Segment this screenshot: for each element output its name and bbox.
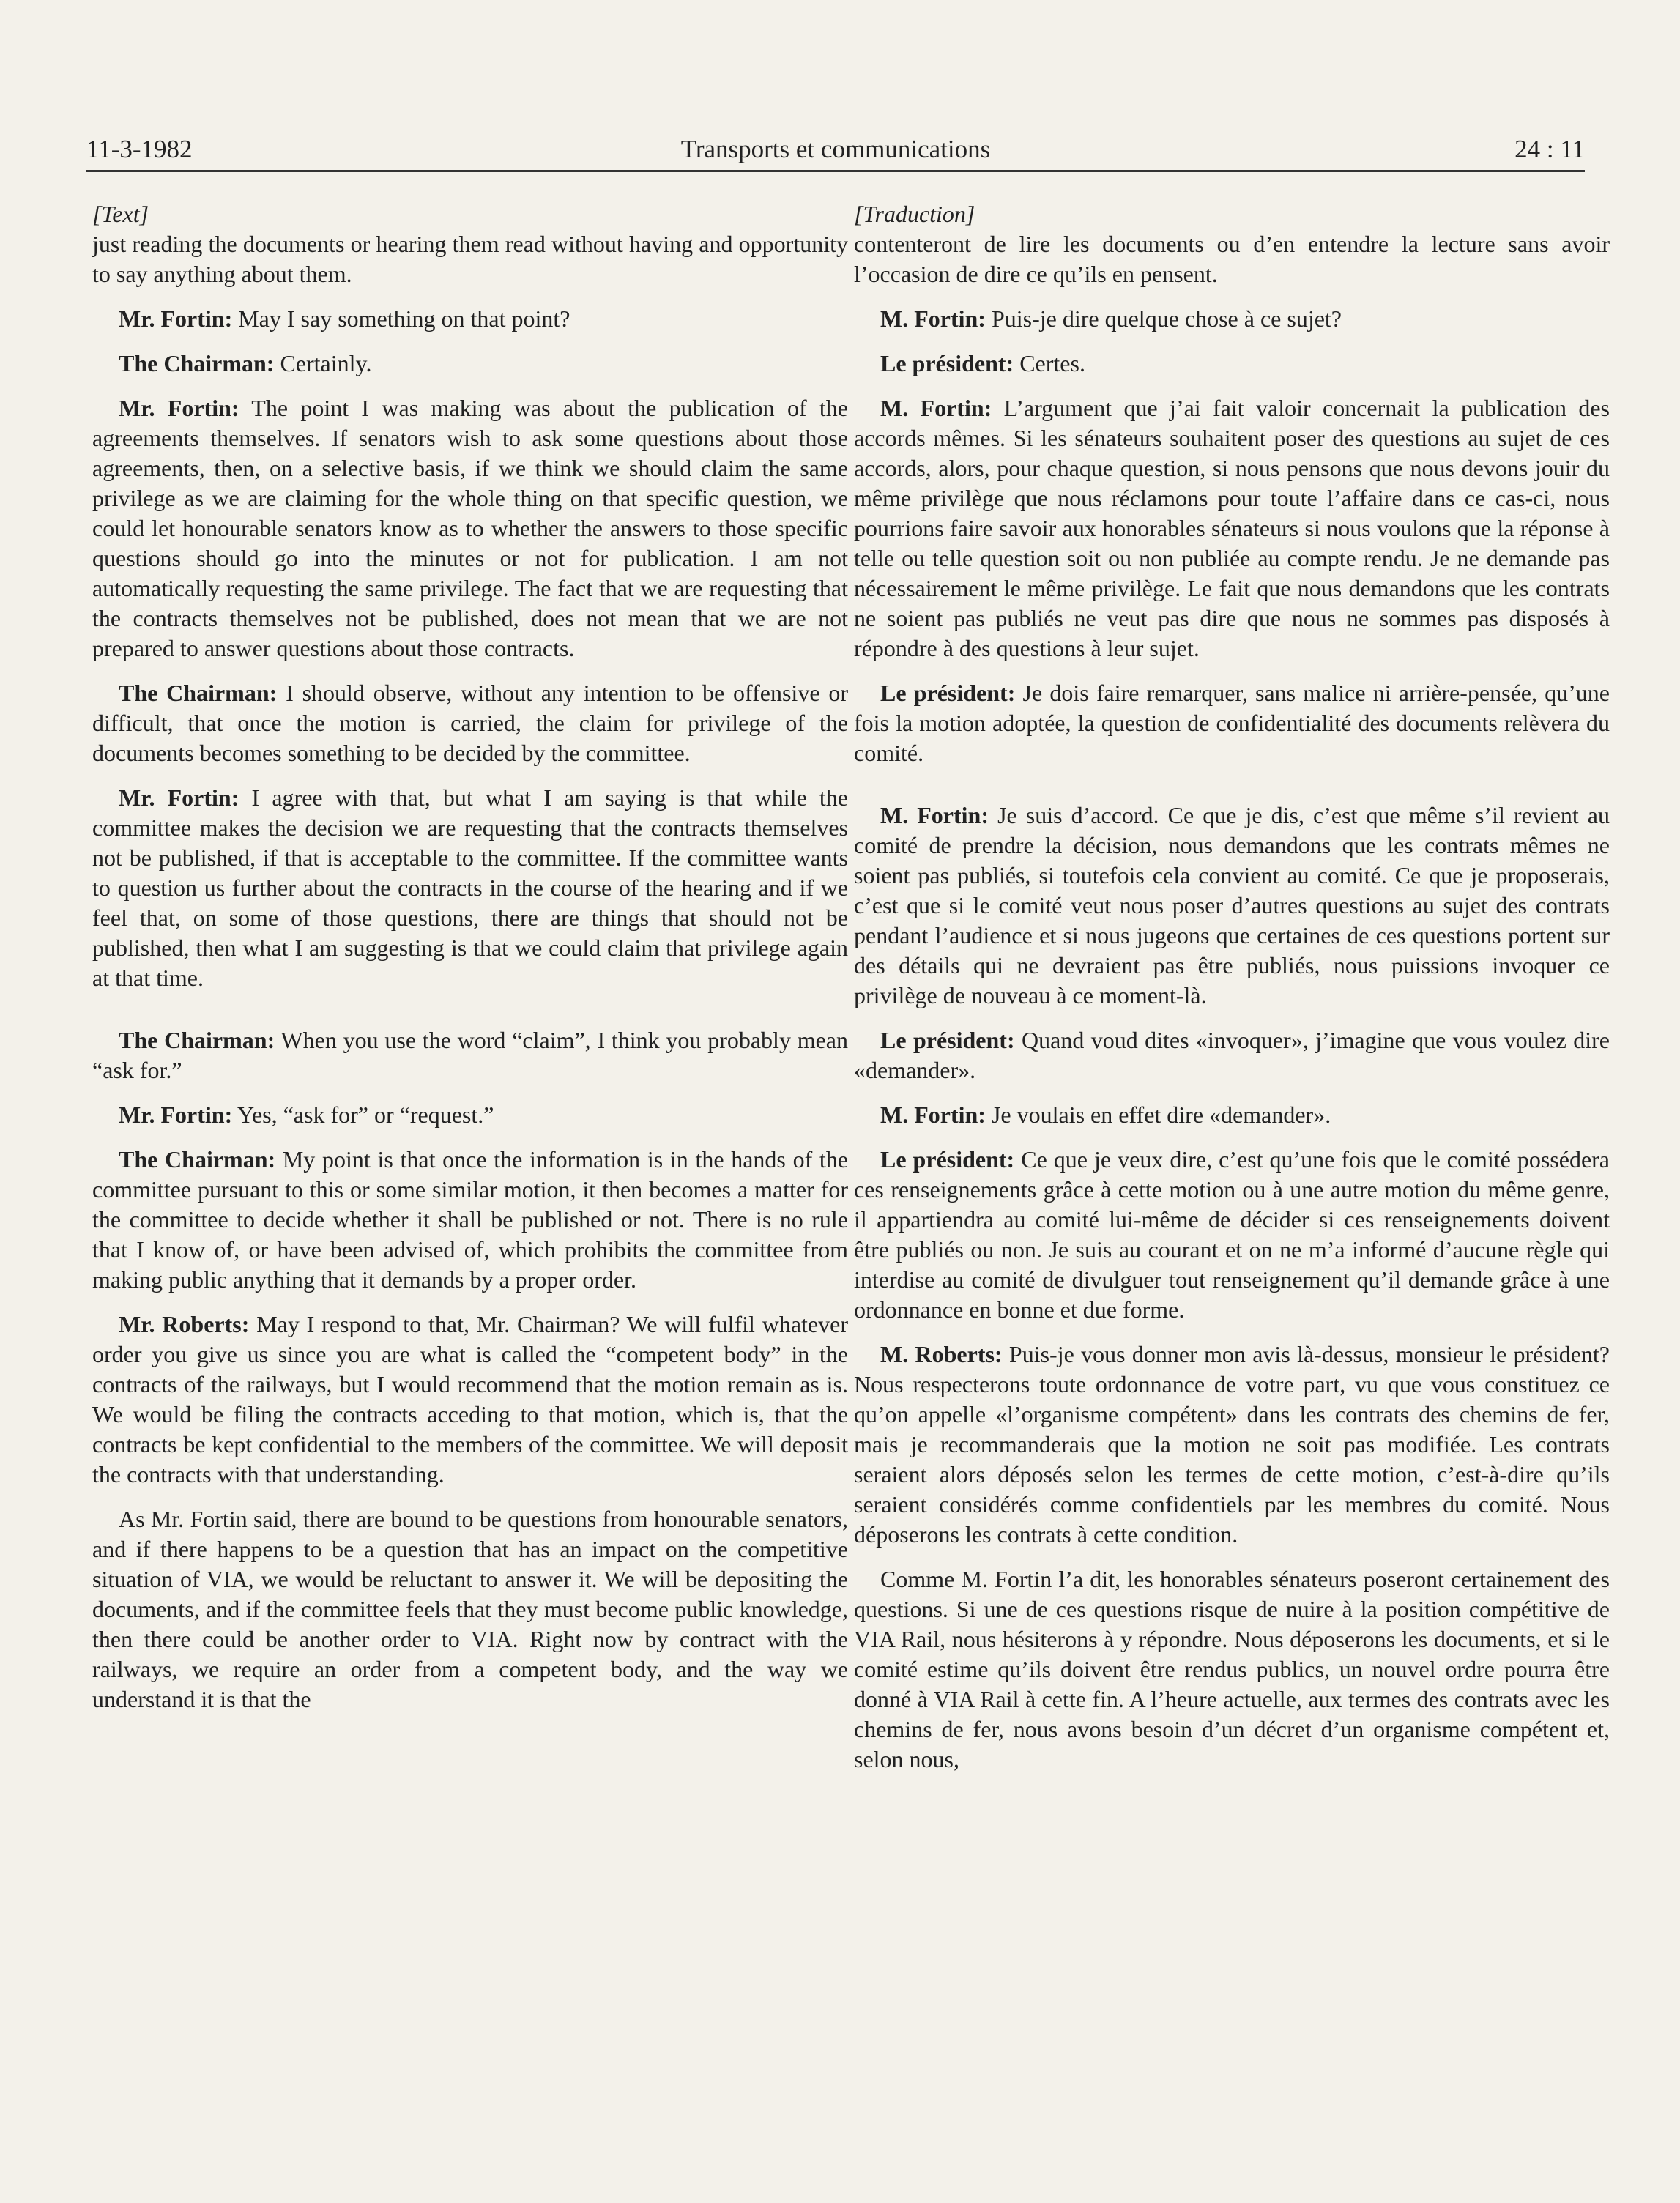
- speech-text: As Mr. Fortin said, there are bound to be questions from honourable senators, and if there happens to be a question that has an impact on the competitive situation of VIA, we would be reluctant to answer it. We will be depositing the documents, and if the committee feels that they must become public knowledge, then there could be another order to VIA. Right now by contract with the railways, we require an order from a competent body, and the way we understand it is that the: [92, 1506, 848, 1712]
- language-tag: [Traduction]: [854, 201, 975, 227]
- header-page-number: 24 : 11: [1514, 135, 1585, 163]
- speech-text: contenteront de lire les documents ou d’en entendre la lecture sans avoir l’occasion de dire ce qu’ils en pensent.: [854, 231, 1610, 287]
- speech-text: May I respond to that, Mr. Chairman? We will fulfil whatever order you give us since you are what is called the “competent body” in the contracts of the railways, but I would recommend that the motion remain as is. We would be filing the contracts acceding to that motion, which is, that the contracts be kept confidential to the members of the committee. We will deposit the contracts with that understanding.: [92, 1311, 849, 1487]
- speech-text: I agree with that, but what I am saying is that while the committee makes the decision we are requesting that the contracts themselves not be published, if that is acceptable to the committee. If the committee wants to question us further about the contracts in the course of the hearing and if we feel that, on some of those questions, there are things that should not be published, then what I am suggesting is that we could claim that privilege again at that time.: [92, 784, 849, 991]
- speaker-name: The Chairman:: [119, 1146, 276, 1173]
- english-column: [92, 199, 848, 1729]
- speaker-name: Mr. Fortin:: [119, 305, 233, 332]
- paragraph: [854, 1340, 1610, 1550]
- page-header: [86, 123, 1585, 172]
- french-column: [854, 199, 1610, 1789]
- paragraph: [92, 1309, 848, 1490]
- speaker-name: Mr. Fortin:: [119, 784, 239, 811]
- paragraph: [92, 783, 848, 993]
- paragraph: [854, 1100, 1610, 1130]
- header-date: 11-3-1982: [86, 135, 193, 163]
- speech-text: L’argument que j’ai fait valoir concernait la publication des accords mêmes. Si les sénateurs souhaitent poser des questions au sujet de ces accords, alors, pour chaque question, si nous pensons que nous devons jouir du même privilège que nous réclamons pour toute l’affaire dans ce cas-ci, nous pourrions faire savoir aux honorables sénateurs si nous voulons que la réponse à telle ou telle question soit ou non publiée au compte rendu. Je ne demande pas nécessairement le même privilège. Le fait que nous demandons que les contrats ne soient pas publiés ne veut pas dire que nous ne sommes pas disposés à répondre à des questions à leur sujet.: [854, 395, 1610, 661]
- speech-text: Puis-je vous donner mon avis là-dessus, monsieur le président? Nous respecterons toute ordonnance de votre part, vu que vous constituez ce qu’on appelle «l’organisme compétent» dans les contrats des chemins de fer, mais je recommanderais que la motion ne soit pas modifiée. Les contrats seraient alors déposés selon les termes de cette motion, c’est-à-dire qu’ils seraient considérés comme confidentiels par les membres du comité. Nous déposerons les contrats à cette condition.: [854, 1341, 1610, 1548]
- paragraph: [92, 1025, 848, 1085]
- speech-text: Puis-je dire quelque chose à ce sujet?: [985, 305, 1342, 332]
- speech-text: Certainly.: [274, 350, 372, 376]
- paragraph: [854, 1564, 1610, 1775]
- paragraph: [854, 393, 1610, 664]
- speech-text: Je suis d’accord. Ce que je dis, c’est que même s’il revient au comité de prendre la décision, nous demandons que les contrats mêmes ne soient pas publiés, si toutefois cela convient au comité. Ce que je proposerais, c’est que si le comité veut nous poser d’autres questions au sujet des contrats pendant l’audience et si nous jugeons que certaines de ces questions portent sur des détails qui ne devraient pas être publiés, nous puissions invoquer ce privilège de nouveau à ce moment-là.: [854, 802, 1610, 1008]
- speaker-name: Le président:: [880, 350, 1014, 376]
- speaker-name: M. Roberts:: [880, 1341, 1003, 1367]
- speech-text: Ce que je veux dire, c’est qu’une fois que le comité possédera ces renseignements grâce à cette motion ou à une autre motion du même genre, il appartiendra au comité lui-même de décider si ces renseignements doivent être publiés ou non. Je suis au courant et on ne m’a informé d’aucune règle qui interdise au comité de divulguer tout renseignement qu’il demande grâce à une ordonnance en bonne et due forme.: [854, 1146, 1610, 1323]
- speaker-name: M. Fortin:: [880, 395, 992, 421]
- paragraph: [92, 1100, 848, 1130]
- speaker-name: M. Fortin:: [880, 802, 989, 828]
- speaker-name: M. Fortin:: [880, 1102, 986, 1128]
- speech-text: Comme M. Fortin l’a dit, les honorables sénateurs poseront certainement des questions. Si une de ces questions risque de nuire à la position compétitive de VIA Rail, nous hésiterons à y répondre. Nous déposerons les documents, et si le comité estime qu’ils doivent être rendus publics, un nouvel ordre pourra être donné à VIA Rail à cette fin. A l’heure actuelle, aux termes des contrats avec les chemins de fer, nous avons besoin d’un décret d’un organisme compétent et, selon nous,: [854, 1566, 1610, 1772]
- paragraph: [854, 1145, 1610, 1325]
- paragraph: [92, 1504, 848, 1715]
- speech-text: Certes.: [1014, 350, 1085, 376]
- paragraph: [854, 800, 1610, 1011]
- speech-text: Je voulais en effet dire «demander».: [985, 1102, 1331, 1128]
- speaker-name: Mr. Roberts:: [119, 1311, 250, 1337]
- speech-text: When you use the word “claim”, I think you probably mean “ask for.”: [92, 1027, 849, 1083]
- paragraph: [854, 304, 1610, 334]
- paragraph: [854, 678, 1610, 768]
- language-tag: [Text]: [92, 201, 149, 227]
- paragraph: [92, 304, 848, 334]
- speaker-name: Mr. Fortin:: [119, 395, 239, 421]
- paragraph: [854, 349, 1610, 379]
- paragraph: [92, 678, 848, 768]
- paragraph: [854, 1025, 1610, 1085]
- speech-text: Je dois faire remarquer, sans malice ni arrière-pensée, qu’une fois la motion adoptée, la question de confidentialité des documents relèvera du comité.: [854, 680, 1610, 766]
- paragraph: [92, 1145, 848, 1295]
- speech-text: My point is that once the information is in the hands of the committee pursuant to this or some similar motion, it then becomes a matter for the committee to decide whether it shall be published or not. There is no rule that I know of, or have been advised of, which prohibits the committee from making public anything that it demands by a proper order.: [92, 1146, 849, 1293]
- speaker-name: Le président:: [880, 680, 1016, 706]
- speaker-name: Le président:: [880, 1146, 1015, 1173]
- paragraph: [92, 349, 848, 379]
- speaker-name: Mr. Fortin:: [119, 1102, 233, 1128]
- speech-text: Quand voud dites «invoquer», j’imagine que vous voulez dire «demander».: [854, 1027, 1610, 1083]
- speech-text: Yes, “ask for” or “request.”: [232, 1102, 494, 1128]
- speech-text: just reading the documents or hearing them read without having and opportunity to say anything about them.: [92, 231, 848, 287]
- paragraph: [854, 229, 1610, 289]
- speaker-name: The Chairman:: [119, 350, 275, 376]
- header-title: Transports et communications: [680, 135, 991, 163]
- speech-text: The point I was making was about the publication of the agreements themselves. If senators wish to ask some questions about those agreements, then, on a selective basis, if we think we should claim the same privilege as we are claiming for the whole thing on that specific question, we could let honourable senators know as to whether the answers to those specific questions should go into the minutes or not for publication. I am not automatically requesting the same privilege. The fact that we are requesting that the contracts themselves not be published, does not mean that we are not prepared to answer questions about those contracts.: [92, 395, 848, 661]
- speech-text: I should observe, without any intention to be offensive or difficult, that once the motion is carried, the claim for privilege of the documents becomes something to be decided by the committee.: [92, 680, 849, 766]
- speaker-name: The Chairman:: [119, 680, 278, 706]
- speech-text: May I say something on that point?: [232, 305, 570, 332]
- paragraph: [92, 229, 848, 289]
- speaker-name: Le président:: [880, 1027, 1015, 1053]
- paragraph: [92, 393, 848, 664]
- speaker-name: M. Fortin:: [880, 305, 986, 332]
- speaker-name: The Chairman:: [119, 1027, 275, 1053]
